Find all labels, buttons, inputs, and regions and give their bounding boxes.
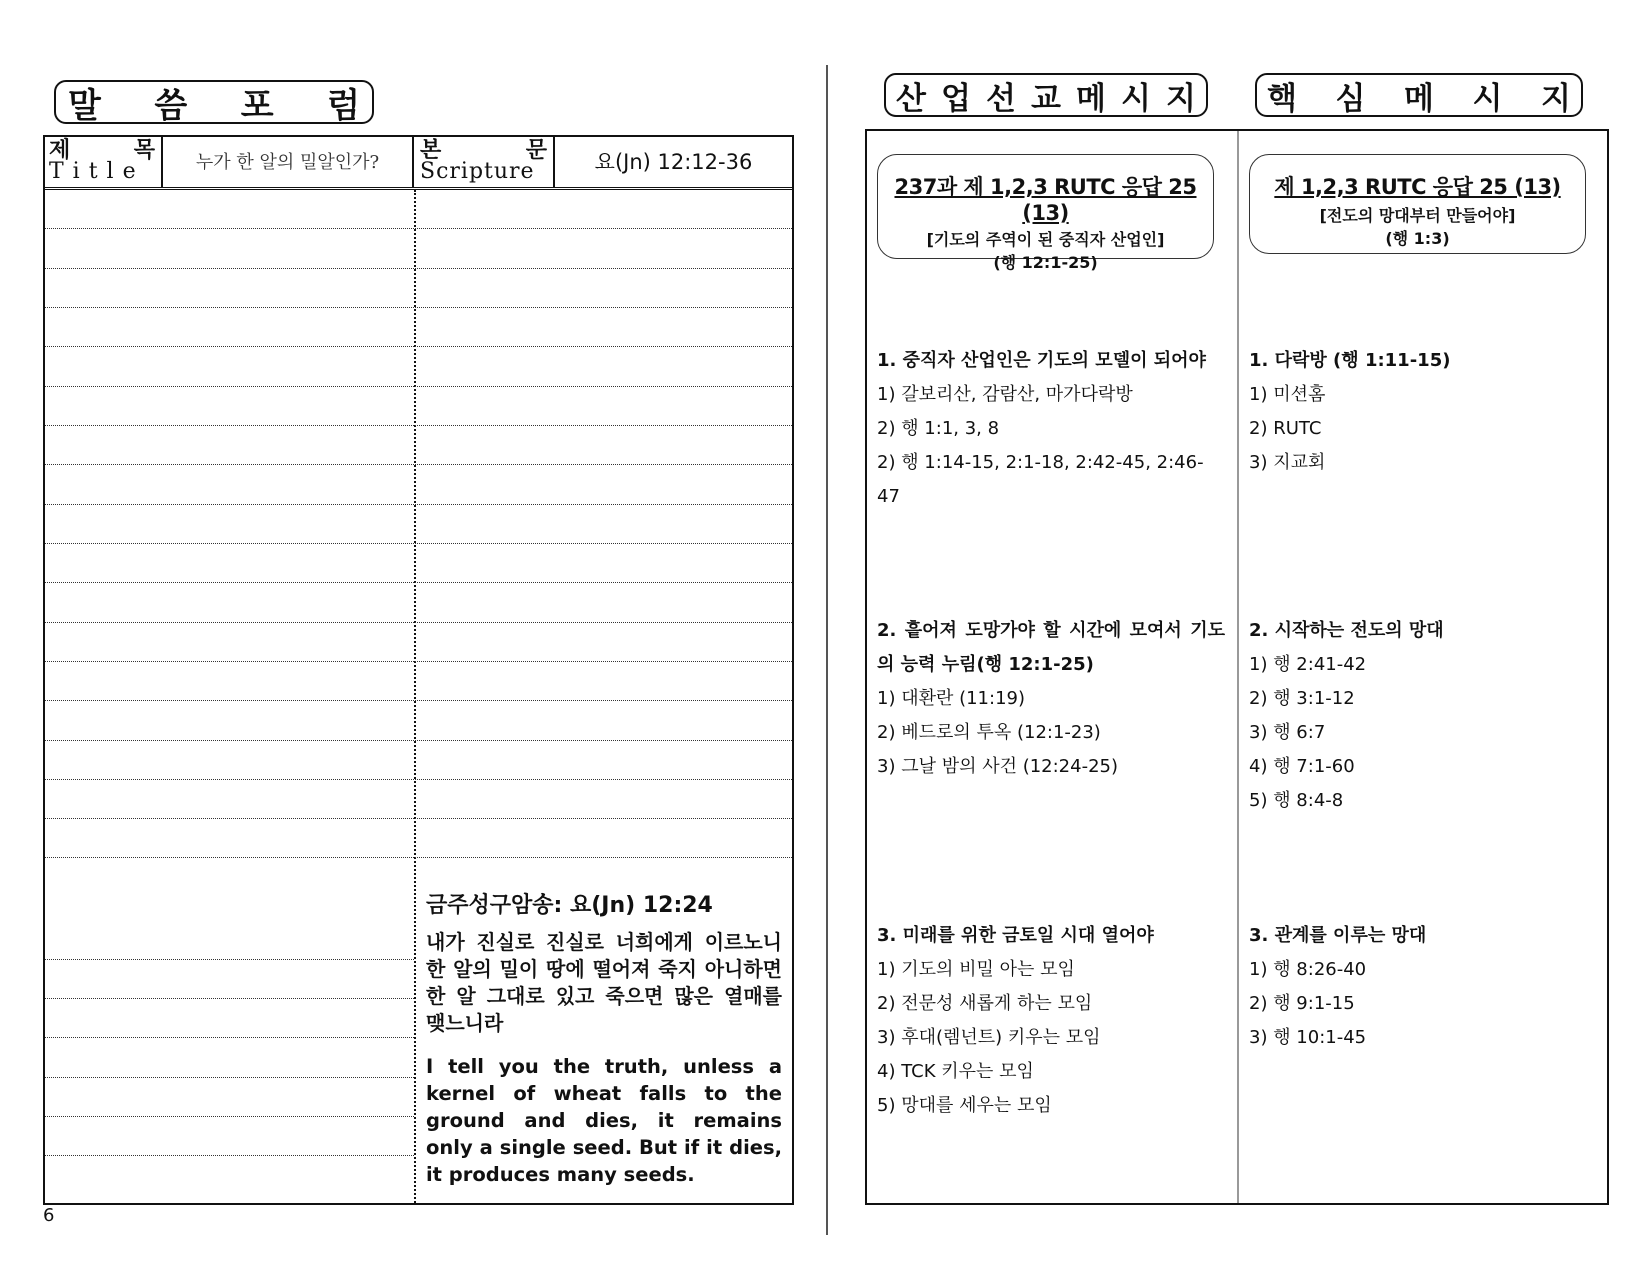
title-label-en: Title bbox=[49, 159, 145, 184]
industrial-mission-caption bbox=[877, 154, 1214, 272]
title-char: 럼 bbox=[327, 85, 360, 126]
section-item: 3) 지교회 bbox=[1249, 452, 1326, 473]
header-char: 시 bbox=[1121, 80, 1151, 117]
core-message-header bbox=[1255, 73, 1583, 117]
memory-verse-block bbox=[426, 888, 782, 1188]
caption-line2: [기도의 주역이 된 중직자 산업인] bbox=[926, 230, 1165, 249]
note-line bbox=[45, 661, 792, 662]
header-char: 시 bbox=[1472, 80, 1503, 117]
scripture-label-ko-2: 문 bbox=[525, 137, 547, 163]
note-line bbox=[45, 1155, 414, 1156]
message-column-divider bbox=[1237, 131, 1239, 1203]
industrial-mission-header bbox=[884, 73, 1208, 117]
note-line bbox=[45, 779, 792, 780]
title-label-ko-2: 목 bbox=[133, 137, 155, 163]
section-heading: 1. 다락방 (행 1:11-15) bbox=[1249, 350, 1451, 371]
note-line bbox=[45, 818, 792, 819]
note-line bbox=[45, 700, 792, 701]
title-value-cell bbox=[163, 135, 414, 187]
section-item: 1) 행 8:26-40 bbox=[1249, 959, 1367, 980]
title-char: 말 bbox=[68, 85, 101, 126]
section-item: 4) TCK 키우는 모임 bbox=[877, 1061, 1034, 1082]
note-line bbox=[45, 268, 792, 269]
header-char: 지 bbox=[1541, 80, 1571, 117]
section-item: 1) 미션홈 bbox=[1249, 384, 1326, 405]
section-item: 4) 행 7:1-60 bbox=[1249, 756, 1355, 777]
section-item: 2) RUTC bbox=[1249, 418, 1322, 439]
note-line bbox=[45, 543, 792, 544]
page-number: 6 bbox=[43, 1205, 55, 1226]
header-char: 메 bbox=[1404, 80, 1434, 117]
section-item: 1) 대환란 (11:19) bbox=[877, 688, 1025, 709]
memory-verse-korean: 내가 진실로 진실로 너희에게 이르노니 한 알의 밀이 땅에 떨어져 죽지 아니하면 한 알 그대로 있고 죽으면 많은 열매를 맺느니라 bbox=[426, 930, 782, 1035]
header-char: 산 bbox=[896, 80, 926, 117]
note-line bbox=[45, 959, 414, 960]
industrial-section-1 bbox=[877, 344, 1225, 514]
note-line bbox=[45, 998, 414, 999]
note-line bbox=[45, 1116, 414, 1117]
header-char: 교 bbox=[1031, 80, 1061, 117]
section-heading: 3. 미래를 위한 금토일 시대 열어야 bbox=[877, 925, 1154, 946]
section-item: 3) 후대(렘넌트) 키우는 모임 bbox=[877, 1027, 1101, 1048]
header-char: 지 bbox=[1166, 80, 1196, 117]
caption-line1: 237과 제 1,2,3 RUTC 응답 25 (13) bbox=[894, 175, 1197, 225]
caption-line3: (행 1:3) bbox=[1385, 229, 1450, 248]
page-divider bbox=[826, 65, 828, 1235]
note-line bbox=[45, 504, 792, 505]
note-line bbox=[45, 307, 792, 308]
scripture-label-en: Scripture bbox=[420, 159, 535, 184]
caption-line2: [전도의 망대부터 만들어야] bbox=[1319, 206, 1516, 225]
note-line bbox=[45, 1037, 414, 1038]
core-section-3 bbox=[1249, 919, 1597, 1055]
scripture-value: 요(Jn) 12:12-36 bbox=[594, 150, 753, 174]
title-label-cell bbox=[43, 135, 163, 187]
memory-verse-english: I tell you the truth, unless a kernel of wheat falls to the ground and dies, it remains only a single seed. But if it dies, it produces many seeds. bbox=[426, 1055, 782, 1186]
header-char: 심 bbox=[1335, 80, 1366, 117]
header-char: 업 bbox=[941, 80, 971, 117]
core-section-2 bbox=[1249, 614, 1597, 818]
caption-line3: (행 12:1-25) bbox=[993, 253, 1098, 272]
note-line bbox=[45, 582, 792, 583]
section-item: 3) 행 6:7 bbox=[1249, 722, 1326, 743]
note-line bbox=[45, 1077, 414, 1078]
scripture-value-cell bbox=[555, 135, 792, 187]
note-line bbox=[45, 386, 792, 387]
section-item: 2) 행 3:1-12 bbox=[1249, 688, 1355, 709]
note-line bbox=[45, 464, 792, 465]
section-item: 3) 그날 밤의 사건 (12:24-25) bbox=[877, 756, 1119, 777]
title-label-ko-1: 제 bbox=[49, 137, 71, 163]
section-item: 5) 행 8:4-8 bbox=[1249, 790, 1344, 811]
section-item: 2) 행 9:1-15 bbox=[1249, 993, 1355, 1014]
scripture-label-ko-1: 본 bbox=[420, 137, 442, 163]
section-heading: 2. 시작하는 전도의 망대 bbox=[1249, 620, 1444, 641]
header-char: 핵 bbox=[1267, 80, 1297, 117]
section-item: 1) 행 2:41-42 bbox=[1249, 654, 1367, 675]
note-line bbox=[45, 740, 792, 741]
section-item: 2) 전문성 새롭게 하는 모임 bbox=[877, 993, 1093, 1014]
note-line bbox=[45, 228, 792, 229]
title-value: 누가 한 알의 밀알인가? bbox=[195, 152, 380, 173]
section-heading: 3. 관계를 이루는 망대 bbox=[1249, 925, 1427, 946]
note-line bbox=[45, 346, 792, 347]
section-item: 3) 행 10:1-45 bbox=[1249, 1027, 1367, 1048]
title-char: 씀 bbox=[154, 85, 188, 126]
section-heading: 2. 흩어져 도망가야 할 시간에 모여서 기도의 능력 누림(행 12:1-25) bbox=[877, 620, 1225, 675]
title-char: 포 bbox=[240, 85, 274, 126]
section-item: 5) 망대를 세우는 모임 bbox=[877, 1095, 1052, 1116]
memory-verse-title: 금주성구암송: 요(Jn) 12:24 bbox=[426, 893, 713, 918]
section-item: 1) 기도의 비밀 아는 모임 bbox=[877, 959, 1075, 980]
section-item: 2) 베드로의 투옥 (12:1-23) bbox=[877, 722, 1101, 743]
header-char: 메 bbox=[1076, 80, 1106, 117]
scripture-label-cell bbox=[414, 135, 555, 187]
core-message-caption bbox=[1249, 154, 1586, 254]
caption-line1: 제 1,2,3 RUTC 응답 25 (13) bbox=[1274, 175, 1561, 199]
industrial-section-2 bbox=[877, 614, 1225, 784]
header-char: 선 bbox=[986, 80, 1016, 117]
note-line bbox=[45, 857, 792, 858]
section-item: 2) 행 1:14-15, 2:1-18, 2:42-45, 2:46-47 bbox=[877, 452, 1204, 507]
section-item: 2) 행 1:1, 3, 8 bbox=[877, 418, 1000, 439]
sermon-forum-title bbox=[54, 80, 374, 124]
note-line bbox=[45, 622, 792, 623]
notes-header-row bbox=[43, 135, 794, 190]
notes-column-divider bbox=[414, 190, 416, 1203]
core-section-1 bbox=[1249, 344, 1597, 480]
industrial-section-3 bbox=[877, 919, 1225, 1123]
section-item: 1) 갈보리산, 감람산, 마가다락방 bbox=[877, 384, 1133, 405]
note-line bbox=[45, 425, 792, 426]
section-heading: 1. 중직자 산업인은 기도의 모델이 되어야 bbox=[877, 350, 1206, 371]
